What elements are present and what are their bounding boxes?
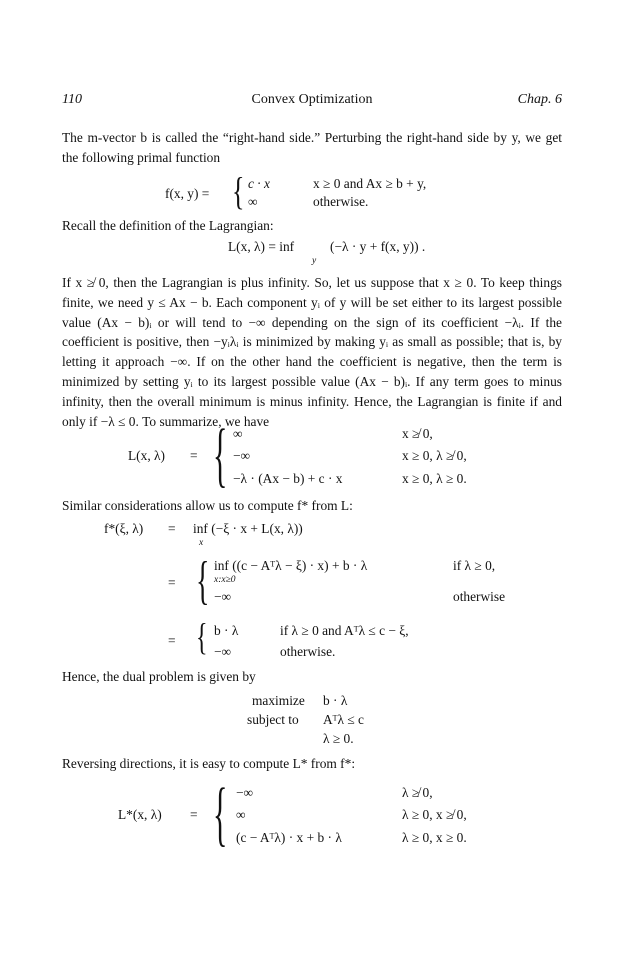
eq-sign: = bbox=[168, 521, 176, 536]
eq-lhs: f*(ξ, λ) bbox=[104, 521, 144, 536]
eq-lhs: L(x, λ) bbox=[128, 448, 165, 463]
eq-constraint: Aᵀλ ≤ c bbox=[323, 712, 365, 727]
eq-keyword: subject to bbox=[247, 712, 299, 727]
chapter-label: Chap. 6 bbox=[517, 92, 562, 107]
eq-condition: x ≥ 0, λ ≱ 0, bbox=[402, 448, 467, 463]
eq-condition: if λ ≥ 0, bbox=[453, 558, 496, 573]
eq-constraint: λ ≥ 0. bbox=[323, 731, 354, 746]
eq-line: inf (−ξ · x + L(x, λ)) bbox=[193, 521, 303, 536]
eq-lhs: L(x, λ) = inf bbox=[228, 239, 295, 254]
eq-objective: b · λ bbox=[323, 693, 348, 708]
brace: { bbox=[213, 416, 228, 496]
eq-condition: otherwise. bbox=[313, 194, 369, 209]
eq-subscript: y bbox=[312, 256, 317, 266]
eq-lhs: f(x, y) = bbox=[165, 186, 210, 201]
eq-case: ∞ bbox=[233, 426, 243, 441]
brace: { bbox=[196, 617, 208, 659]
eq-case: ∞ bbox=[236, 807, 246, 822]
eq-sign: = bbox=[190, 448, 198, 463]
brace: { bbox=[232, 170, 245, 214]
eq-case: ∞ bbox=[248, 194, 258, 209]
eq-case: −∞ bbox=[236, 785, 254, 800]
eq-case: −∞ bbox=[214, 589, 232, 604]
eq-condition: λ ≥ 0, x ≥ 0. bbox=[402, 830, 467, 845]
chapter-title: Convex Optimization bbox=[251, 92, 373, 107]
running-header bbox=[62, 92, 562, 110]
page-number: 110 bbox=[62, 92, 82, 107]
paragraph-reversing: Reversing directions, it is easy to compute L* from f*: bbox=[62, 756, 356, 771]
eq-lhs: L*(x, λ) bbox=[118, 807, 162, 822]
eq-case: (c − Aᵀλ) · x + b · λ bbox=[236, 830, 342, 845]
brace: { bbox=[213, 775, 228, 855]
eq-sign: = bbox=[168, 575, 176, 590]
eq-case: c · x bbox=[248, 176, 270, 191]
eq-sign: = bbox=[190, 807, 198, 822]
eq-condition: otherwise bbox=[453, 589, 506, 604]
brace: { bbox=[196, 552, 210, 612]
eq-condition: x ≥ 0, λ ≥ 0. bbox=[402, 471, 467, 486]
eq-subscript: x:x≥0 bbox=[214, 575, 236, 585]
paragraph-explanation: If x ≱ 0, then the Lagrangian is plus infinity. So, let us suppose that x ≥ 0. To keep things finite, we need y ≤ Ax − b. Each component yᵢ of y will be set either to its largest possible value (Ax − b)ᵢ or will tend to −∞ depending on the sign of its coefficient −λᵢ. If the coefficient is positive, then −yᵢλᵢ is minimized by making yᵢ as small as possible; that is, by letting it approach −∞. If on the other hand the coefficient is negative, then the term is minimized by setting yᵢ to its largest possible value (Ax − b)ᵢ. If any term goes to minus infinity, then the overall minimum is minus infinity. Hence, the Lagrangian is finite if and only if −λ ≤ 0. To summarize, we have bbox=[62, 275, 562, 429]
eq-subscript: x bbox=[199, 538, 204, 548]
paragraph-similar: Similar considerations allow us to compute f* from L: bbox=[62, 498, 353, 513]
eq-condition: otherwise. bbox=[280, 644, 336, 659]
eq-condition: λ ≱ 0, bbox=[402, 785, 433, 800]
paragraph-recall: Recall the definition of the Lagrangian: bbox=[62, 218, 274, 233]
eq-condition: x ≱ 0, bbox=[402, 426, 433, 441]
eq-sign: = bbox=[168, 633, 176, 648]
eq-rhs: (−λ · y + f(x, y)) . bbox=[330, 239, 426, 254]
eq-case: −∞ bbox=[233, 448, 251, 463]
eq-case: −∞ bbox=[214, 644, 232, 659]
eq-condition: x ≥ 0 and Ax ≥ b + y, bbox=[313, 176, 427, 191]
eq-case: b · λ bbox=[214, 623, 239, 638]
eq-case: inf ((c − Aᵀλ − ξ) · x) + b · λ bbox=[214, 558, 368, 573]
eq-condition: if λ ≥ 0 and Aᵀλ ≤ c − ξ, bbox=[280, 623, 409, 638]
paragraph-dual: Hence, the dual problem is given by bbox=[62, 669, 256, 684]
eq-keyword: maximize bbox=[252, 693, 305, 708]
paragraph-right-hand-side: The m-vector b is called the “right-hand side.” Perturbing the right-hand side by y, we get the following primal function bbox=[62, 130, 562, 165]
eq-condition: λ ≥ 0, x ≱ 0, bbox=[402, 807, 467, 822]
eq-case: −λ · (Ax − b) + c · x bbox=[233, 471, 343, 486]
